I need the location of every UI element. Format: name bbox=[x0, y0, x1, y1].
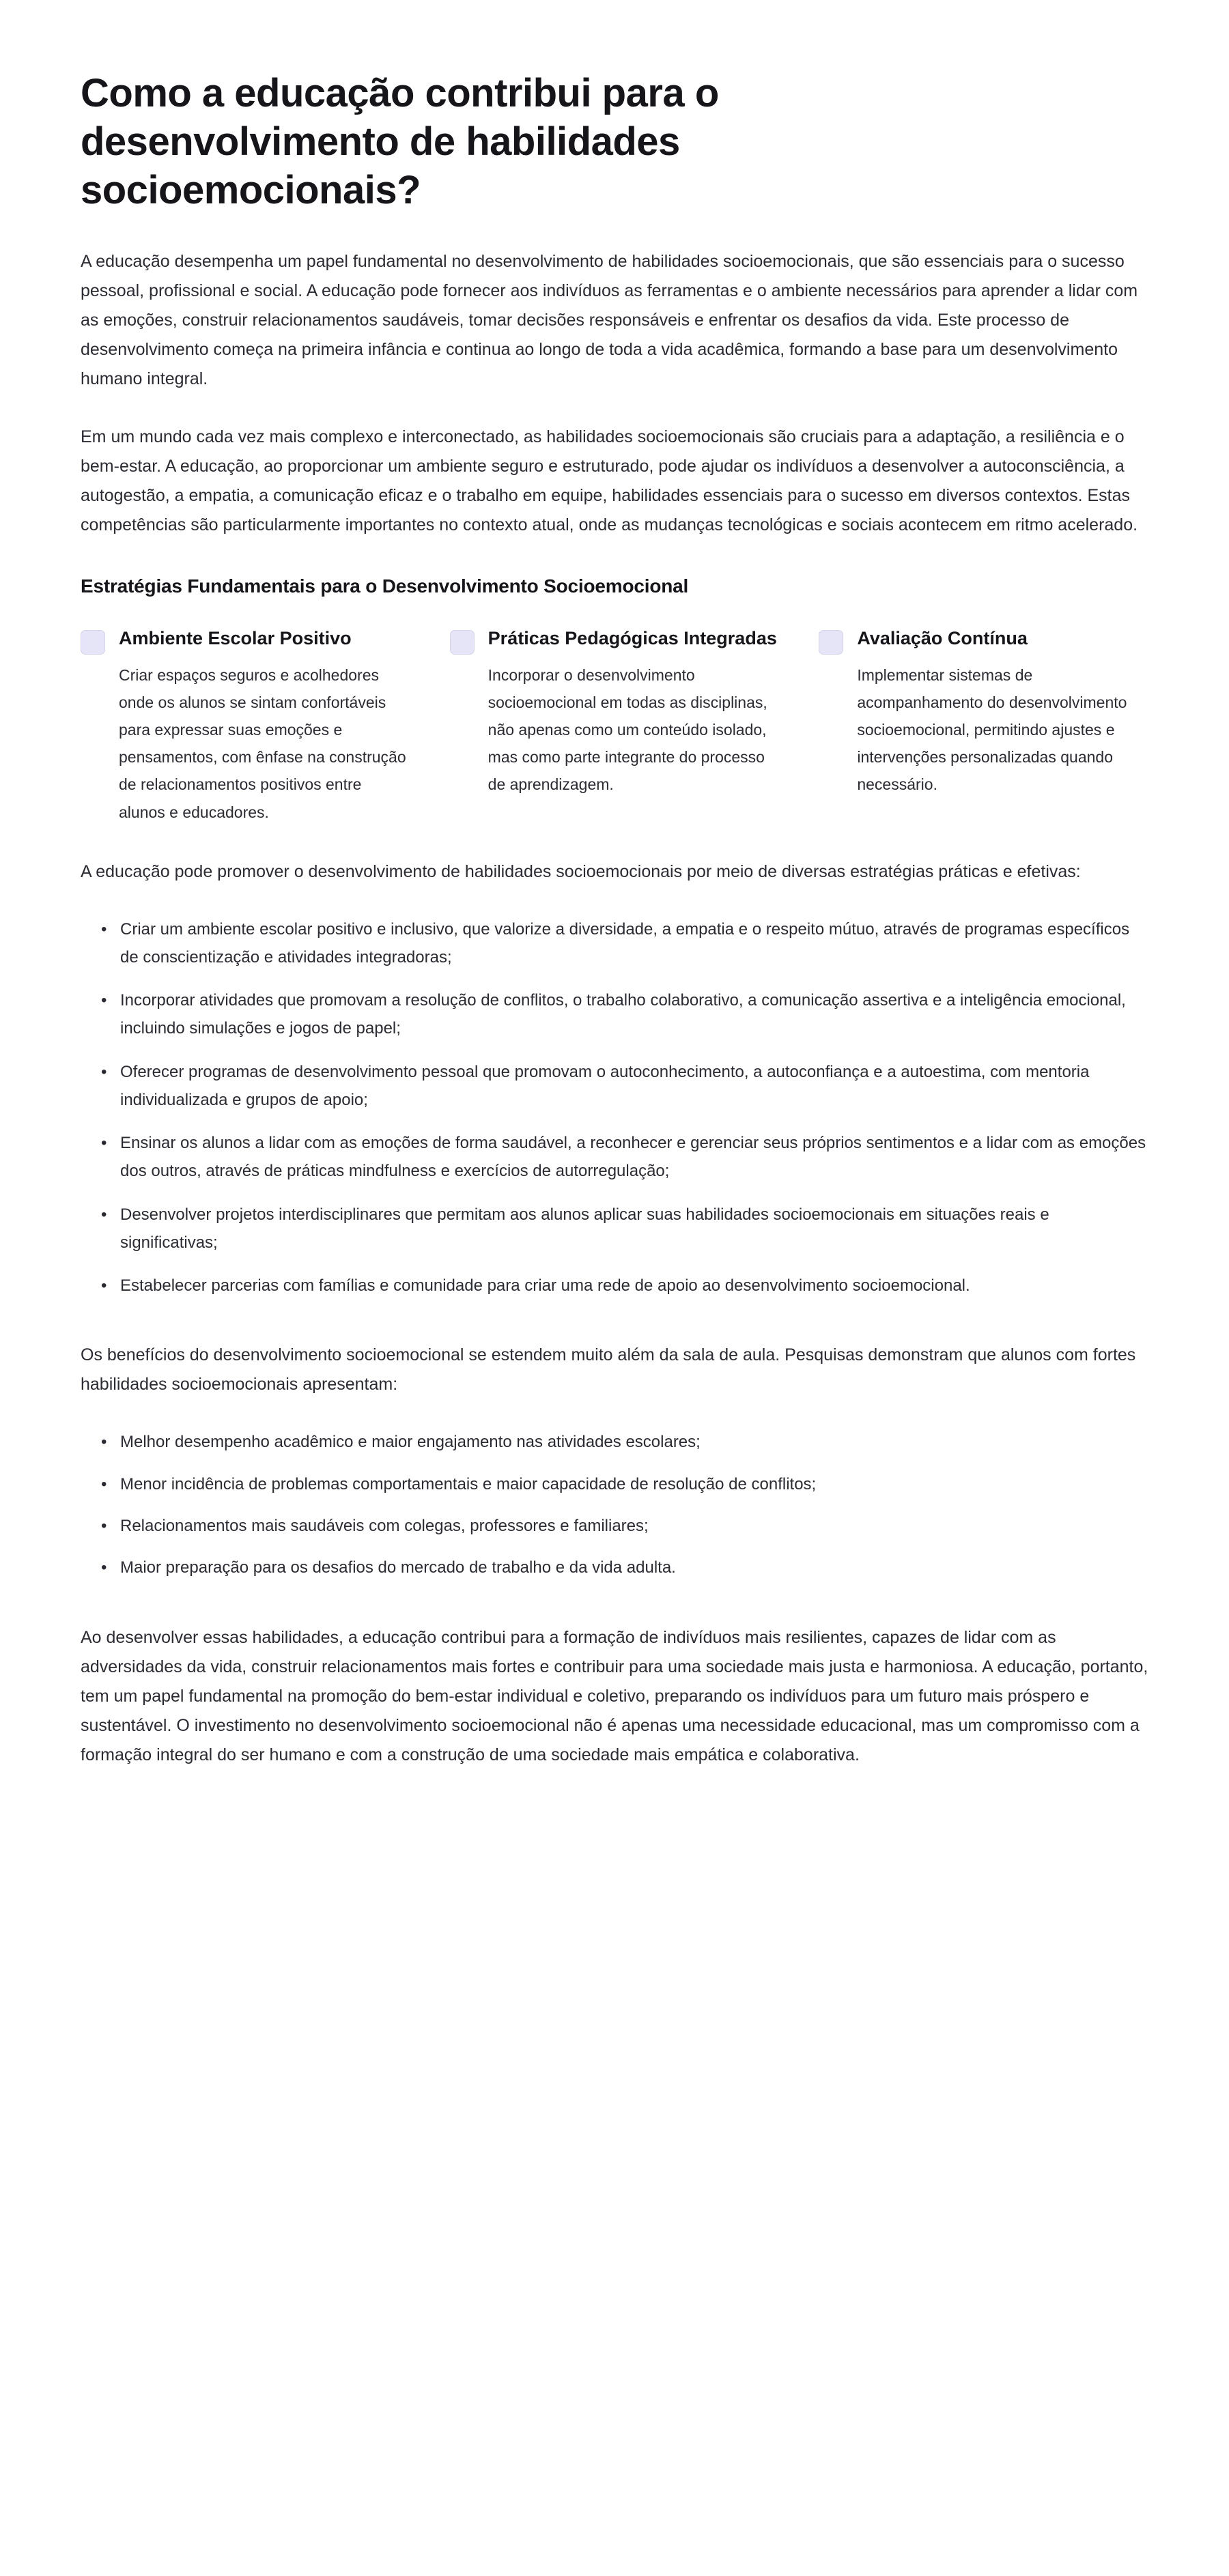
list-item: • Criar um ambiente escolar positivo e inclusivo, que valorize a diversidade, a empatia e o respeito mútuo, através de programas específicos de conscientização e atividades integradoras; bbox=[111, 915, 1148, 972]
list-item: • Estabelecer parcerias com famílias e comunidade para criar uma rede de apoio ao desenvolvimento socioemocional. bbox=[111, 1272, 1148, 1300]
strategy-card-text: Implementar sistemas de acompanhamento do desenvolvimento socioemocional, permitindo ajustes e intervenções personalizadas quando necessário. bbox=[857, 666, 1127, 794]
list-item: • Menor incidência de problemas comportamentais e maior capacidade de resolução de conflitos; bbox=[111, 1470, 1148, 1498]
strategy-card bbox=[81, 626, 410, 825]
list-item: • Melhor desempenho acadêmico e maior engajamento nas atividades escolares; bbox=[111, 1428, 1148, 1456]
benefits-list bbox=[81, 1428, 1148, 1582]
strategy-cards bbox=[81, 626, 1148, 825]
list-item: • Incorporar atividades que promovam a resolução de conflitos, o trabalho colaborativo, a comunicação assertiva e a inteligência emocional, incluindo simulações e jogos de papel; bbox=[111, 986, 1148, 1043]
strategy-card-text: Criar espaços seguros e acolhedores onde os alunos se sintam confortáveis para expressar suas emoções e pensamentos, com ênfase na construção de relacionamentos positivos entre alunos e educadores. bbox=[119, 666, 406, 821]
square-marker-icon bbox=[81, 630, 105, 655]
strategy-card-title: Ambiente Escolar Positivo bbox=[119, 628, 352, 649]
conclusion-paragraph: Ao desenvolver essas habilidades, a educação contribui para a formação de indivíduos mais resilientes, capazes de lidar com as adversidades da vida, construir relacionamentos mais fortes e contribuir para uma sociedade mais justa e harmoniosa. A educação, portanto, tem um papel fundamental na promoção do bem-estar individual e coletivo, preparando os indivíduos para um futuro mais próspero e sustentável. O investimento no desenvolvimento socioemocional não é apenas uma necessidade educacional, mas um compromisso com a formação integral do ser humano e com a construção de uma sociedade mais empática e colaborativa. bbox=[81, 1627, 1148, 1764]
strategies-heading: Estratégias Fundamentais para o Desenvolvimento Socioemocional bbox=[81, 575, 689, 597]
strategy-card-body bbox=[119, 626, 410, 825]
strategies-lead-paragraph: A educação pode promover o desenvolvimento de habilidades socioemocionais por meio de diversas estratégias práticas e efetivas: bbox=[81, 861, 1081, 881]
list-item: • Oferecer programas de desenvolvimento pessoal que promovam o autoconhecimento, a autoconfiança e a autoestima, com mentoria individualizada e grupos de apoio; bbox=[111, 1058, 1148, 1115]
list-item: • Desenvolver projetos interdisciplinares que permitam aos alunos aplicar suas habilidades socioemocionais em situações reais e significativas; bbox=[111, 1201, 1148, 1257]
square-marker-icon bbox=[450, 630, 475, 655]
strategy-card-body bbox=[857, 626, 1148, 798]
list-item: • Maior preparação para os desafios do mercado de trabalho e da vida adulta. bbox=[111, 1554, 1148, 1582]
benefits-lead-paragraph: Os benefícios do desenvolvimento socioemocional se estendem muito além da sala de aula. Pesquisas demonstram que alunos com fortes habilidades socioemocionais apresentam: bbox=[81, 1345, 1136, 1394]
strategies-list bbox=[81, 915, 1148, 1300]
strategy-card bbox=[819, 626, 1148, 798]
square-marker-icon bbox=[819, 630, 843, 655]
page-title: Como a educação contribui para o desenvolvimento de habilidades socioemocionais? bbox=[81, 71, 719, 212]
strategy-card bbox=[450, 626, 780, 798]
intro-paragraph-1: A educação desempenha um papel fundamental no desenvolvimento de habilidades socioemocionais, que são essenciais para o sucesso pessoal, profissional e social. A educação pode fornecer aos indivíduos as ferramentas e o ambiente necessários para aprender a lidar com as emoções, construir relacionamentos saudáveis, tomar decisões responsáveis e enfrentar os desafios da vida. Este processo de desenvolvimento começa na primeira infância e continua ao longo de toda a vida acadêmica, formando a base para um desenvolvimento humano integral. bbox=[81, 252, 1138, 389]
strategy-card-text: Incorporar o desenvolvimento socioemocional em todas as disciplinas, não apenas como um conteúdo isolado, mas como parte integrante do processo de aprendizagem. bbox=[488, 666, 767, 794]
list-item: • Ensinar os alunos a lidar com as emoções de forma saudável, a reconhecer e gerenciar seus próprios sentimentos e a lidar com as emoções dos outros, através de práticas mindfulness e exercícios de autorregulação; bbox=[111, 1129, 1148, 1186]
strategy-card-body bbox=[488, 626, 780, 798]
intro-paragraph-2: Em um mundo cada vez mais complexo e interconectado, as habilidades socioemocionais são cruciais para a adaptação, a resiliência e o bem-estar. A educação, ao proporcionar um ambiente seguro e estruturado, pode ajudar os indivíduos a desenvolver a autoconsciência, a autogestão, a empatia, a comunicação eficaz e o trabalho em equipe, habilidades essenciais para o sucesso em diversos contextos. Estas competências são particularmente importantes no contexto atual, onde as mudanças tecnológicas e sociais acontecem em ritmo acelerado. bbox=[81, 427, 1138, 535]
strategy-card-title: Práticas Pedagógicas Integradas bbox=[488, 628, 777, 649]
list-item: • Relacionamentos mais saudáveis com colegas, professores e familiares; bbox=[111, 1512, 1148, 1540]
strategy-card-title: Avaliação Contínua bbox=[857, 628, 1028, 649]
